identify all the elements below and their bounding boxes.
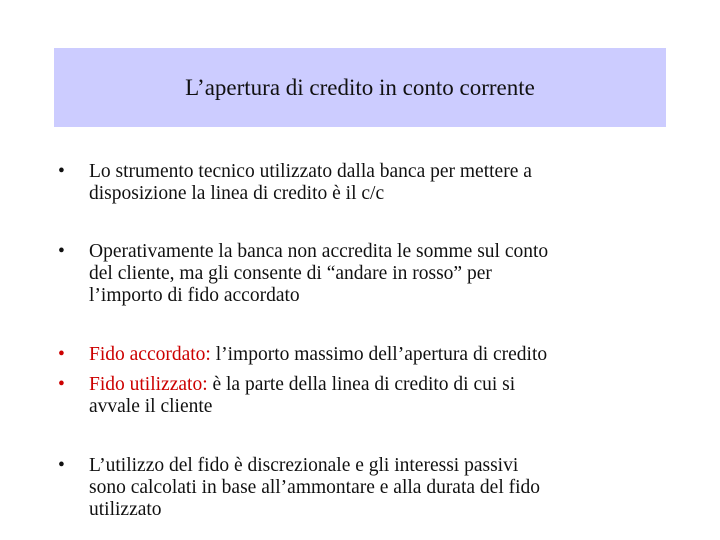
bullet-dot-icon: • bbox=[58, 344, 65, 365]
bullet-line: Lo strumento tecnico utilizzato dalla banca per mettere a bbox=[89, 161, 532, 182]
bullet-item-fido-accordato bbox=[58, 344, 668, 366]
bullet-dot-icon: • bbox=[58, 161, 65, 182]
page-title: L’apertura di credito in conto corrente bbox=[185, 74, 535, 100]
bullet-line: del cliente, ma gli consente di “andare in rosso” per bbox=[89, 263, 492, 284]
bullet-line: Operativamente la banca non accredita le somme sul conto bbox=[89, 241, 549, 262]
term-fido-accordato: Fido accordato: bbox=[89, 344, 211, 365]
bullet-dot-icon: • bbox=[58, 374, 65, 395]
bullet-line: è la parte della linea di credito di cui si bbox=[207, 374, 516, 395]
bullet-dot-icon: • bbox=[58, 455, 65, 476]
bullet-line: utilizzato bbox=[89, 499, 162, 520]
bullet-line: l’importo massimo dell’apertura di credito bbox=[210, 344, 548, 365]
bullet-line: avvale il cliente bbox=[89, 396, 213, 417]
bullet-line: L’utilizzo del fido è discrezionale e gli interessi passivi bbox=[89, 455, 519, 476]
bullet-item bbox=[58, 455, 668, 521]
bullet-line: l’importo di fido accordato bbox=[89, 285, 300, 306]
bullet-item bbox=[58, 241, 668, 307]
bullet-line: sono calcolati in base all’ammontare e alla durata del fido bbox=[89, 477, 541, 498]
title-banner bbox=[54, 48, 666, 127]
bullet-dot-icon: • bbox=[58, 241, 65, 262]
term-fido-utilizzato: Fido utilizzato: bbox=[89, 374, 208, 395]
bullet-line: disposizione la linea di credito è il c/c bbox=[89, 183, 385, 204]
bullet-item bbox=[58, 161, 668, 205]
bullet-item-fido-utilizzato bbox=[58, 374, 668, 418]
